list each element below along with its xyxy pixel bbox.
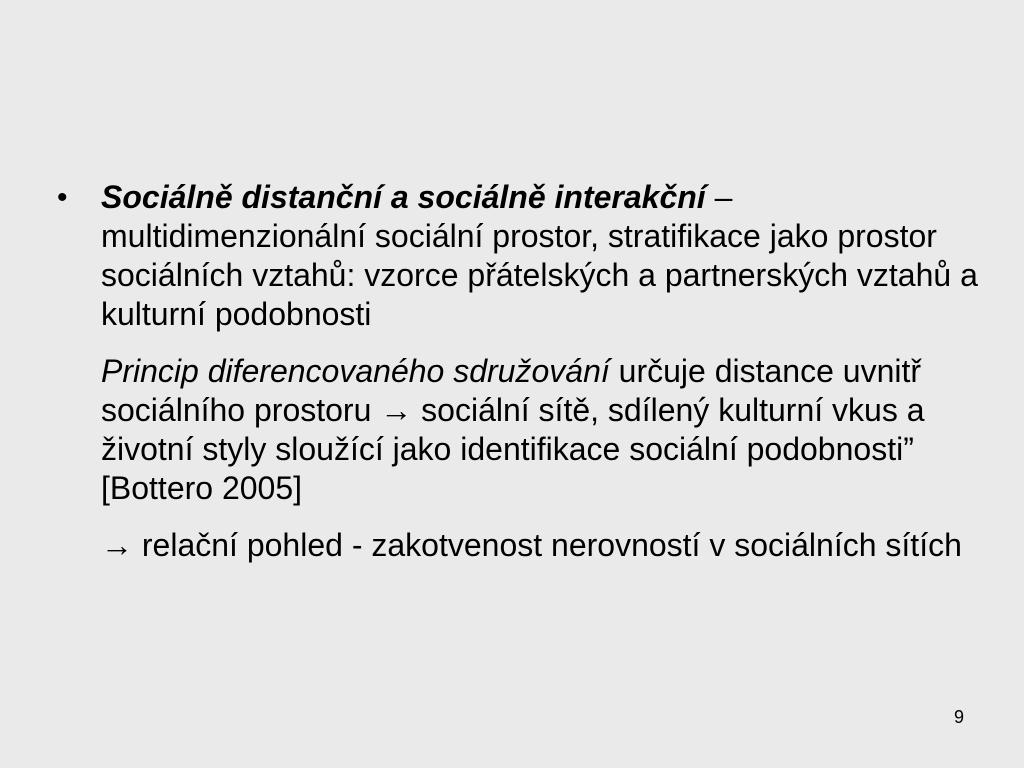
bullet-icon: • (57, 181, 68, 214)
relational-text: → relační pohled - zakotvenost nerovností v sociálních sítích (101, 527, 962, 563)
bullet-text: – multidimenzionální sociální prostor, stratifikace jako prostor sociálních vztahů: vzorce přátelských a partnerských vztahů a kulturní podobnosti (101, 179, 978, 332)
relational-paragraph (101, 526, 981, 565)
bullet-paragraph (57, 178, 981, 334)
page-number: 9 (953, 707, 964, 727)
principle-term: Princip diferencovaného sdružování (101, 353, 610, 389)
principle-text: určuje distance uvnitř sociálního prostoru → sociální sítě, sdílený kulturní vkus a životní styly sloužící jako identifikace sociální podobnosti” [Bottero 2005] (101, 353, 925, 506)
principle-paragraph (101, 352, 981, 508)
slide-content (57, 178, 981, 565)
bullet-term: Sociálně distanční a sociálně interakční (101, 179, 706, 215)
